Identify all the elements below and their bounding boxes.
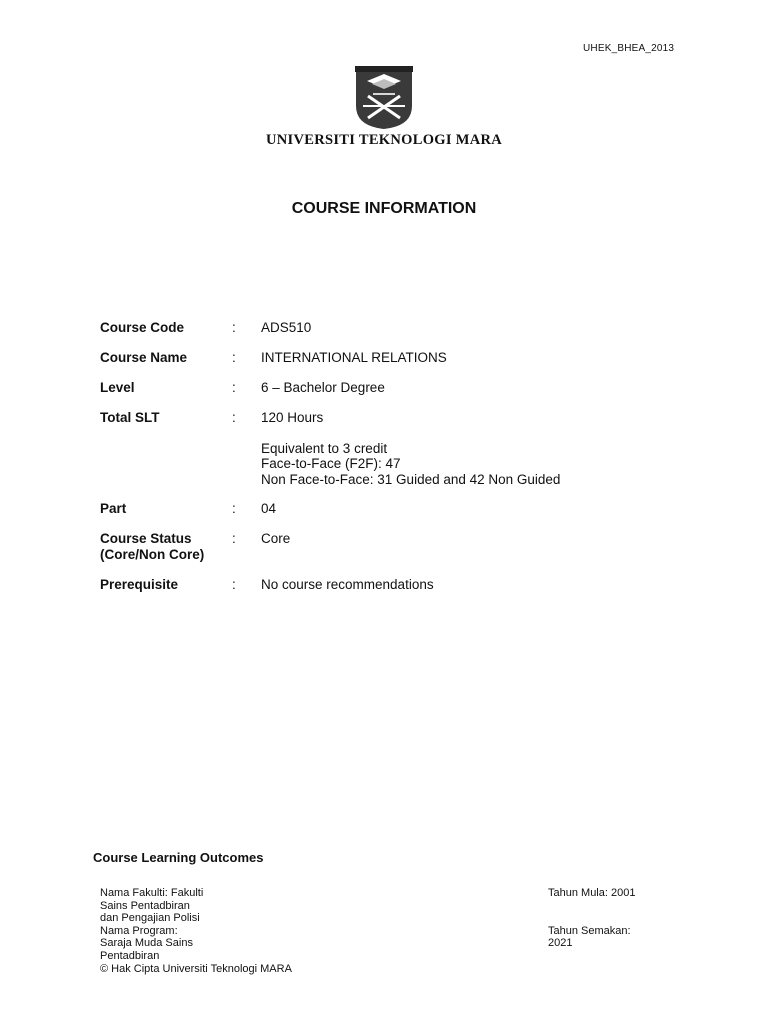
course-status-value: Core — [261, 531, 291, 546]
footer-year-info — [548, 887, 635, 950]
course-code-row — [100, 320, 740, 336]
separator: : — [232, 350, 236, 365]
total-slt-value — [261, 410, 740, 487]
separator: : — [232, 531, 236, 546]
footer-line: Pentadbiran — [100, 949, 160, 962]
university-name: UNIVERSITI TEKNOLOGI MARA — [265, 132, 503, 148]
course-name-value: INTERNATIONAL RELATIONS — [261, 350, 447, 365]
total-slt-label: Total SLT — [100, 410, 160, 425]
tahun-semakan-value: 2021 — [548, 937, 573, 950]
course-name-row — [100, 350, 740, 366]
part-value: 04 — [261, 501, 277, 516]
course-status-row — [100, 531, 740, 563]
separator: : — [232, 501, 236, 516]
tahun-mula: Tahun Mula: 2001 — [548, 887, 636, 899]
course-status-label — [100, 531, 232, 563]
slt-detail-f2f: Face-to-Face (F2F): 47 — [261, 456, 401, 471]
level-row — [100, 380, 740, 396]
course-code-value: ADS510 — [261, 320, 312, 335]
footer-line: Nama Fakulti: Fakulti — [100, 887, 204, 899]
slt-detail-nf2f: Non Face-to-Face: 31 Guided and 42 Non Guided — [261, 471, 561, 487]
footer-line: Sains Pentadbiran — [100, 899, 190, 912]
prerequisite-value: No course recommendations — [261, 577, 434, 592]
course-status-label-line1: Course Status — [100, 531, 192, 546]
document-code: UHEK_BHEA_2013 — [583, 43, 675, 54]
course-status-label-line2: (Core/Non Core) — [100, 547, 205, 562]
prerequisite-row — [100, 577, 740, 593]
total-slt-row — [100, 410, 740, 487]
separator: : — [232, 410, 236, 425]
footer-line: dan Pengajian Polisi — [100, 912, 200, 925]
page-title: COURSE INFORMATION — [291, 200, 477, 217]
copyright-line: © Hak Cipta Universiti Teknologi MARA — [100, 962, 292, 975]
course-code-label: Course Code — [100, 320, 185, 335]
course-name-label: Course Name — [100, 350, 188, 365]
prerequisite-label: Prerequisite — [100, 577, 179, 592]
separator: : — [232, 380, 236, 395]
part-label: Part — [100, 501, 127, 516]
uitm-crest-icon — [355, 66, 413, 130]
clo-heading: Course Learning Outcomes — [93, 850, 264, 865]
tahun-semakan-label: Tahun Semakan: — [548, 924, 631, 937]
slt-detail-credit: Equivalent to 3 credit — [261, 440, 388, 456]
part-row — [100, 501, 740, 517]
separator: : — [232, 320, 236, 335]
level-value: 6 – Bachelor Degree — [261, 380, 385, 395]
footer-line: Nama Program: — [100, 924, 178, 937]
course-info-table — [100, 320, 740, 607]
separator: : — [232, 577, 236, 592]
footer-faculty-info — [100, 887, 292, 975]
level-label: Level — [100, 380, 135, 395]
total-slt-hours: 120 Hours — [261, 410, 324, 425]
footer-line: Saraja Muda Sains — [100, 937, 193, 950]
